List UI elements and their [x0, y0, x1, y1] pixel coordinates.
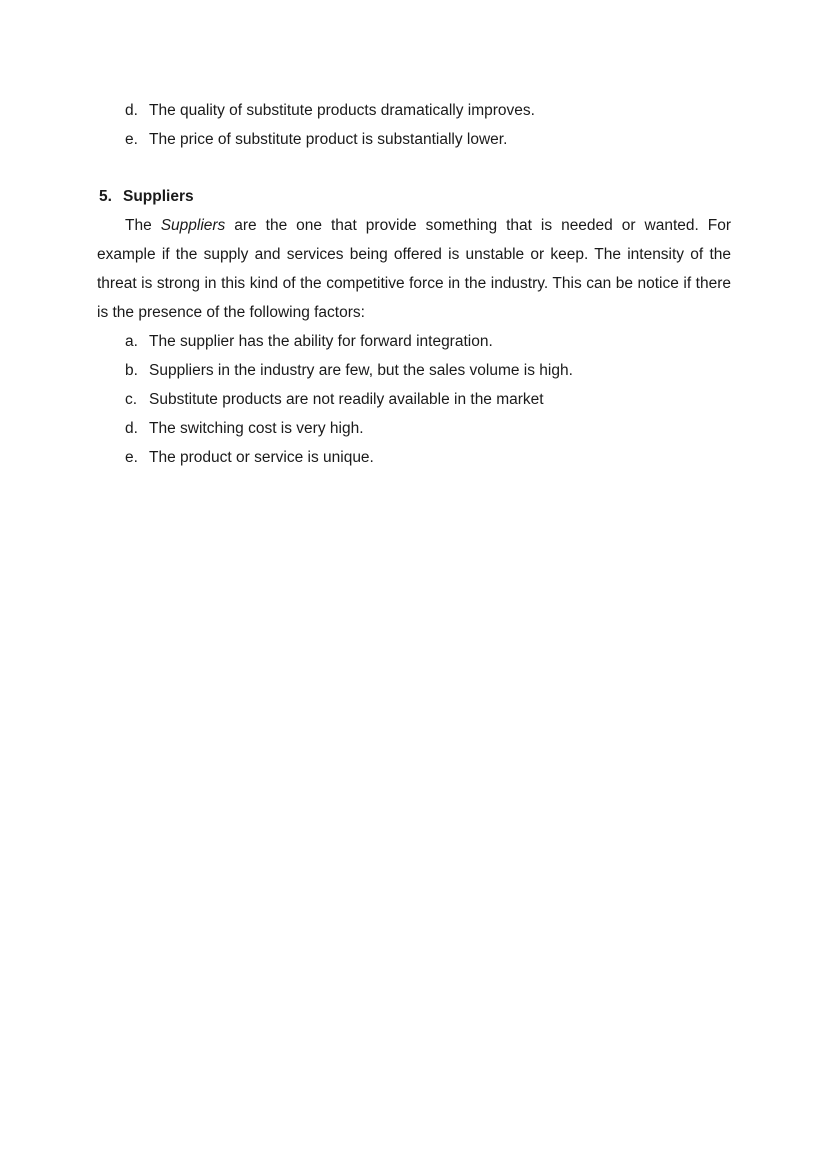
list-item-marker: b.: [125, 362, 138, 379]
document-content: [97, 96, 731, 472]
list-item-marker: e.: [125, 131, 138, 148]
list-item-text: The switching cost is very high.: [149, 420, 364, 437]
paragraph-rest: are the one that provide something that is needed or wanted. For example if the supply and services being offered is unstable or keep. The intensity of the threat is strong in this kind of the competitive force in the industry. This can be notice if there is the presence of the following factors:: [97, 217, 732, 321]
list-item-text: Suppliers in the industry are few, but the sales volume is high.: [149, 362, 573, 379]
section-paragraph: [97, 211, 731, 327]
list-item-text: The product or service is unique.: [149, 449, 374, 466]
paragraph-lead: The: [125, 217, 161, 234]
list-item-marker: a.: [125, 333, 138, 350]
list-item-marker: e.: [125, 449, 138, 466]
paragraph-italic-word: Suppliers: [160, 217, 226, 234]
list-item: [97, 414, 731, 443]
section-heading: [97, 182, 731, 211]
list-item: [97, 385, 731, 414]
list-item-text: The quality of substitute products dramatically improves.: [149, 102, 535, 119]
list-item: [97, 443, 731, 472]
list-item: [97, 96, 731, 125]
list-item-text: The supplier has the ability for forward integration.: [149, 333, 493, 350]
list-item-text: Substitute products are not readily available in the market: [149, 391, 544, 408]
list-item: [97, 356, 731, 385]
list-item-marker: d.: [125, 420, 138, 437]
substitute-factors-list: [97, 96, 731, 154]
list-item: [97, 327, 731, 356]
list-item-text: The price of substitute product is substantially lower.: [149, 131, 508, 148]
supplier-factors-list: [97, 327, 731, 472]
list-item: [97, 125, 731, 154]
section-number: 5.: [99, 188, 112, 205]
section-title: Suppliers: [123, 188, 194, 205]
list-item-marker: d.: [125, 102, 138, 119]
list-item-marker: c.: [125, 391, 138, 408]
